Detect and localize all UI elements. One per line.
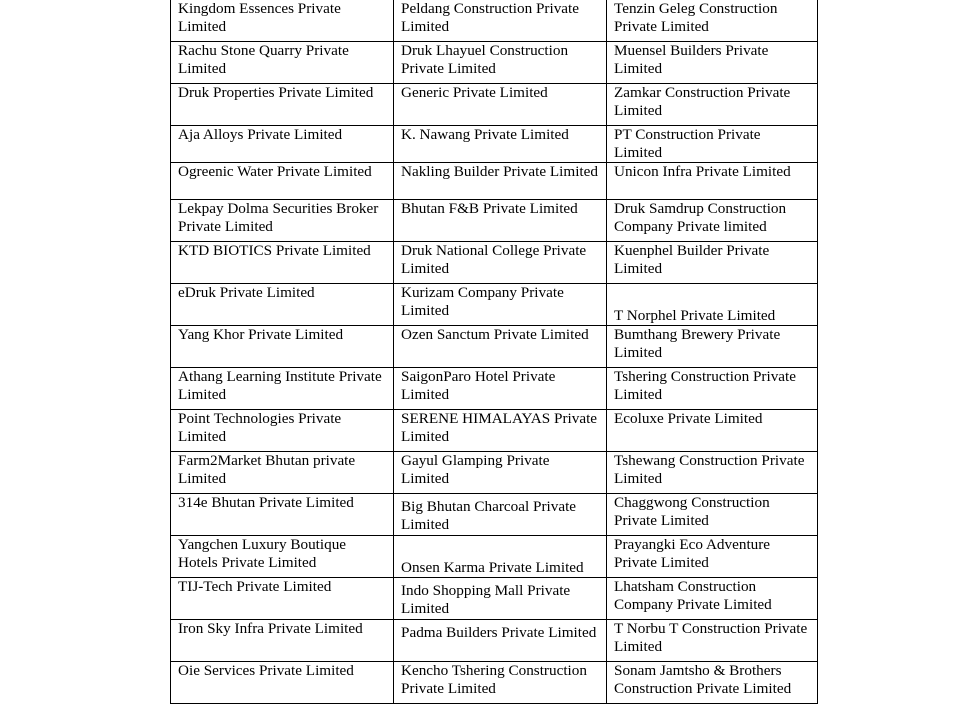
- table-cell: Kingdom Essences Private Limited: [171, 0, 394, 42]
- company-table: [170, 0, 818, 704]
- table-cell: Bumthang Brewery Private Limited: [607, 326, 818, 368]
- table-row: [171, 536, 818, 578]
- table-cell: Kencho Tshering Construction Private Limited: [394, 662, 607, 704]
- table-cell: Kuenphel Builder Private Limited: [607, 242, 818, 284]
- table-cell: Yang Khor Private Limited: [171, 326, 394, 368]
- table-cell: Lhatsham Construction Company Private Limited: [607, 578, 818, 620]
- table-cell: Big Bhutan Charcoal Private Limited: [394, 494, 607, 536]
- table-cell: Farm2Market Bhutan private Limited: [171, 452, 394, 494]
- table-row: [171, 84, 818, 126]
- table-row: [171, 620, 818, 662]
- table-cell: Tenzin Geleg Construction Private Limited: [607, 0, 818, 42]
- table-cell: Ozen Sanctum Private Limited: [394, 326, 607, 368]
- table-cell: Druk Samdrup Construction Company Private limited: [607, 200, 818, 242]
- table-cell: Kurizam Company Private Limited: [394, 284, 607, 326]
- table-cell: SERENE HIMALAYAS Private Limited: [394, 410, 607, 452]
- table-cell: Generic Private Limited: [394, 84, 607, 126]
- table-cell: Druk National College Private Limited: [394, 242, 607, 284]
- table-cell: Aja Alloys Private Limited: [171, 126, 394, 163]
- table-row: [171, 410, 818, 452]
- table-cell: Chaggwong Construction Private Limited: [607, 494, 818, 536]
- table-cell: Athang Learning Institute Private Limited: [171, 368, 394, 410]
- table-row: [171, 284, 818, 326]
- table-cell: Sonam Jamtsho & Brothers Construction Private Limited: [607, 662, 818, 704]
- table-row: [171, 368, 818, 410]
- table-row: [171, 126, 818, 163]
- table-cell: Onsen Karma Private Limited: [394, 536, 607, 578]
- table-cell: Yangchen Luxury Boutique Hotels Private Limited: [171, 536, 394, 578]
- table-cell: TIJ-Tech Private Limited: [171, 578, 394, 620]
- table-row: [171, 662, 818, 704]
- table-row: [171, 200, 818, 242]
- table-cell: Tshewang Construction Private Limited: [607, 452, 818, 494]
- table-row: [171, 452, 818, 494]
- table-row: [171, 326, 818, 368]
- table-cell: Druk Properties Private Limited: [171, 84, 394, 126]
- table-cell: Druk Lhayuel Construction Private Limited: [394, 42, 607, 84]
- table-cell: Zamkar Construction Private Limited: [607, 84, 818, 126]
- table-cell: Point Technologies Private Limited: [171, 410, 394, 452]
- table-cell: Iron Sky Infra Private Limited: [171, 620, 394, 662]
- table-cell: Muensel Builders Private Limited: [607, 42, 818, 84]
- table-cell: T Norbu T Construction Private Limited: [607, 620, 818, 662]
- table-cell: Nakling Builder Private Limited: [394, 163, 607, 200]
- table-row: [171, 0, 818, 42]
- table-cell: T Norphel Private Limited: [607, 284, 818, 326]
- table-row: [171, 242, 818, 284]
- table-cell: Padma Builders Private Limited: [394, 620, 607, 662]
- table-cell: Ecoluxe Private Limited: [607, 410, 818, 452]
- table-cell: Gayul Glamping Private Limited: [394, 452, 607, 494]
- table-row: [171, 42, 818, 84]
- table-cell: Ogreenic Water Private Limited: [171, 163, 394, 200]
- table-cell: eDruk Private Limited: [171, 284, 394, 326]
- table-cell: K. Nawang Private Limited: [394, 126, 607, 163]
- table-cell: SaigonParo Hotel Private Limited: [394, 368, 607, 410]
- table-cell: Peldang Construction Private Limited: [394, 0, 607, 42]
- table-row: [171, 494, 818, 536]
- table-cell: KTD BIOTICS Private Limited: [171, 242, 394, 284]
- table-cell: Rachu Stone Quarry Private Limited: [171, 42, 394, 84]
- table-row: [171, 163, 818, 200]
- table-cell: 314e Bhutan Private Limited: [171, 494, 394, 536]
- table-cell: Bhutan F&B Private Limited: [394, 200, 607, 242]
- table-cell: PT Construction Private Limited: [607, 126, 818, 163]
- table-cell: Prayangki Eco Adventure Private Limited: [607, 536, 818, 578]
- table-row: [171, 578, 818, 620]
- table-cell: Indo Shopping Mall Private Limited: [394, 578, 607, 620]
- table-cell: Tshering Construction Private Limited: [607, 368, 818, 410]
- table-cell: Unicon Infra Private Limited: [607, 163, 818, 200]
- table-cell: Lekpay Dolma Securities Broker Private Limited: [171, 200, 394, 242]
- table-cell: Oie Services Private Limited: [171, 662, 394, 704]
